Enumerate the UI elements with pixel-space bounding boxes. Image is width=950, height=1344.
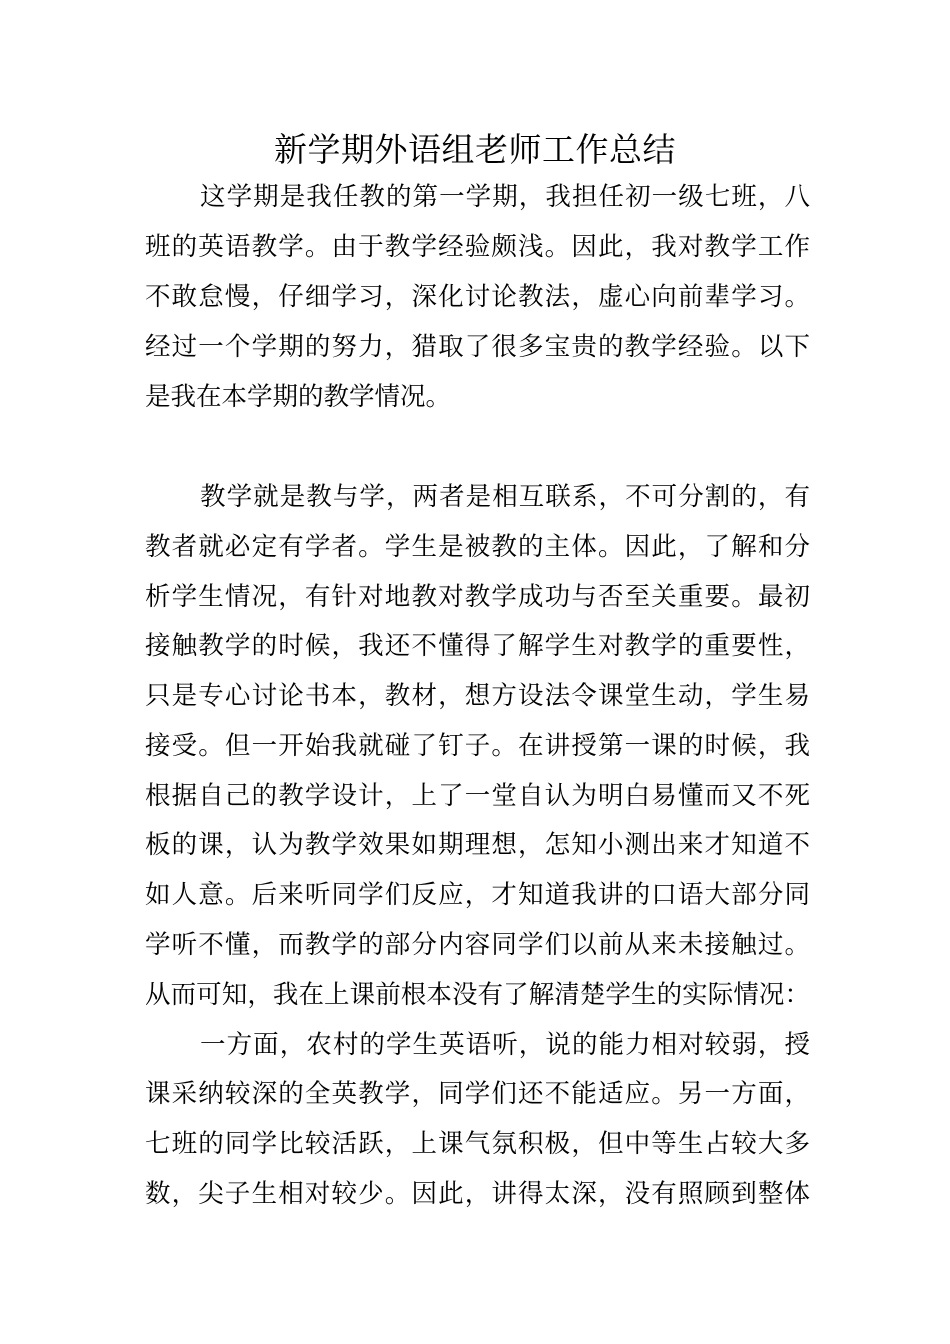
paragraph-2-line-7: 根据自己的教学设计，上了一堂自认为明白易懂而又不死 bbox=[145, 781, 810, 811]
paragraph-1-line-3: 不敢怠慢，仔细学习，深化讨论教法，虚心向前辈学习。 bbox=[145, 282, 810, 312]
paragraph-2-line-9: 如人意。后来听同学们反应，才知道我讲的口语大部分同 bbox=[145, 880, 810, 910]
paragraph-1-line-1: 这学期是我任教的第一学期，我担任初一级七班，八 bbox=[200, 182, 810, 212]
paragraph-2-line-10: 学听不懂，而教学的部分内容同学们以前从来未接触过。 bbox=[145, 930, 810, 960]
paragraph-2-line-1: 教学就是教与学，两者是相互联系，不可分割的，有 bbox=[200, 482, 810, 512]
paragraph-1-line-2: 班的英语教学。由于教学经验颇浅。因此，我对教学工作 bbox=[145, 232, 810, 262]
paragraph-2-line-2: 教者就必定有学者。学生是被教的主体。因此，了解和分 bbox=[145, 532, 810, 562]
paragraph-3-line-4: 数，尖子生相对较少。因此，讲得太深，没有照顾到整体 bbox=[145, 1179, 810, 1209]
paragraph-2-line-4: 接触教学的时候，我还不懂得了解学生对教学的重要性， bbox=[145, 631, 810, 661]
paragraph-1-line-4: 经过一个学期的努力，猎取了很多宝贵的教学经验。以下 bbox=[145, 332, 810, 362]
paragraph-3-line-3: 七班的同学比较活跃，上课气氛积极，但中等生占较大多 bbox=[145, 1129, 810, 1159]
paragraph-2-line-8: 板的课，认为教学效果如期理想，怎知小测出来才知道不 bbox=[145, 830, 810, 860]
paragraph-1-line-5: 是我在本学期的教学情况。 bbox=[145, 382, 452, 412]
document-title: 新学期外语组老师工作总结 bbox=[274, 130, 676, 169]
paragraph-2-line-5: 只是专心讨论书本，教材，想方设法令课堂生动，学生易 bbox=[145, 681, 810, 711]
paragraph-2-line-3: 析学生情况，有针对地教对教学成功与否至关重要。最初 bbox=[145, 582, 810, 612]
paragraph-2-line-11: 从而可知，我在上课前根本没有了解清楚学生的实际情况： bbox=[145, 980, 810, 1010]
paragraph-3-line-1: 一方面，农村的学生英语听，说的能力相对较弱，授 bbox=[200, 1030, 810, 1060]
paragraph-3-line-2: 课采纳较深的全英教学，同学们还不能适应。另一方面， bbox=[145, 1079, 810, 1109]
paragraph-2-line-6: 接受。但一开始我就碰了钉子。在讲授第一课的时候，我 bbox=[145, 731, 810, 761]
